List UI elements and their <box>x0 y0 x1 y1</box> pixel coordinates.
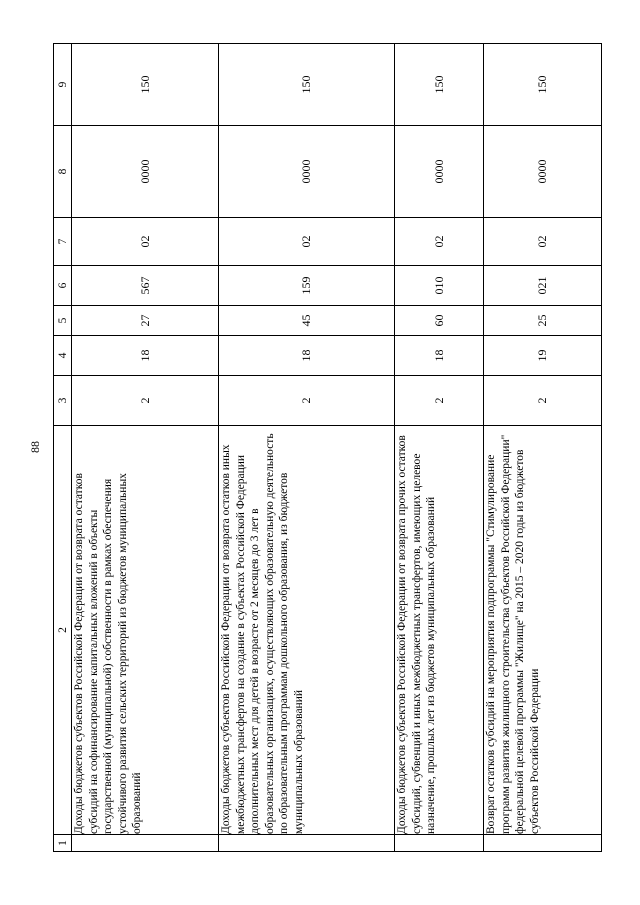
code-cell: 18 <box>395 336 484 376</box>
row-description <box>72 426 219 835</box>
code-cell: 0000 <box>484 126 602 218</box>
row-description <box>395 426 484 835</box>
column-header: 7 <box>54 218 72 266</box>
column-header: 4 <box>54 336 72 376</box>
column-header: 3 <box>54 376 72 426</box>
code-cell: 150 <box>484 44 602 126</box>
code-cell: 021 <box>484 266 602 306</box>
code-cell: 27 <box>72 306 219 336</box>
code-cell: 150 <box>72 44 219 126</box>
code-cell: 0000 <box>219 126 395 218</box>
row-description-text: Возврат остатков субсидий на мероприятия подпрограммы "Стимулирование программ развития жилищного строительства субъектов Российской Федерации" федеральной целевой программы "Жилище" на 2015 – 2020 годы из бюджетов субъектов Российской Федерации <box>485 434 541 834</box>
table-row <box>484 44 602 852</box>
code-cell: 45 <box>219 306 395 336</box>
row-description-text: Доходы бюджетов субъектов Российской Федерации от возврата остатков субсидий на софинансирование капитальных вложений в объекты государственной (муниципальной) собственности в рамках обеспечения устойчивого развития сельских территорий из бюджетов муниципальных образований <box>73 473 143 834</box>
code-cell: 159 <box>219 266 395 306</box>
row-code-cell <box>484 835 602 852</box>
row-description-text: Доходы бюджетов субъектов Российской Федерации от возврата остатков иных межбюджетных трансфертов на создание в субъектах Российской Федерации дополнительных мест для детей в возрасте от 2 месяцев до 3 лет в образовательных организациях, осуществляющих образовательную деятельность по образовательным программам дошкольного образования, из бюджетов муниципальных образований <box>220 433 305 834</box>
code-cell: 02 <box>72 218 219 266</box>
column-header: 2 <box>54 426 72 835</box>
column-header: 6 <box>54 266 72 306</box>
row-code-cell <box>72 835 219 852</box>
column-header: 8 <box>54 126 72 218</box>
code-cell: 02 <box>395 218 484 266</box>
column-header: 1 <box>54 835 72 852</box>
column-header: 9 <box>54 44 72 126</box>
table-header-row <box>54 44 72 852</box>
row-code-cell <box>219 835 395 852</box>
row-description <box>219 426 395 835</box>
table-row <box>72 44 219 852</box>
code-cell: 02 <box>219 218 395 266</box>
code-cell: 18 <box>219 336 395 376</box>
budget-codes-table <box>53 43 602 852</box>
code-cell: 010 <box>395 266 484 306</box>
row-description <box>484 426 602 835</box>
row-description-text: Доходы бюджетов субъектов Российской Федерации от возврата прочих остатков субсидий, субвенций и иных межбюджетных трансфертов, имеющих целевое назначение, прошлых лет из бюджетов муниципальных образований <box>396 435 437 834</box>
table-row <box>219 44 395 852</box>
code-cell: 2 <box>484 376 602 426</box>
code-cell: 25 <box>484 306 602 336</box>
code-cell: 567 <box>72 266 219 306</box>
code-cell: 2 <box>219 376 395 426</box>
rotated-table-frame <box>53 44 602 852</box>
code-cell: 2 <box>72 376 219 426</box>
code-cell: 150 <box>395 44 484 126</box>
code-cell: 0000 <box>395 126 484 218</box>
code-cell: 18 <box>72 336 219 376</box>
row-code-cell <box>395 835 484 852</box>
code-cell: 60 <box>395 306 484 336</box>
table-row <box>395 44 484 852</box>
code-cell: 02 <box>484 218 602 266</box>
code-cell: 19 <box>484 336 602 376</box>
column-header: 5 <box>54 306 72 336</box>
code-cell: 0000 <box>72 126 219 218</box>
code-cell: 150 <box>219 44 395 126</box>
page-number: 88 <box>28 441 42 453</box>
code-cell: 2 <box>395 376 484 426</box>
